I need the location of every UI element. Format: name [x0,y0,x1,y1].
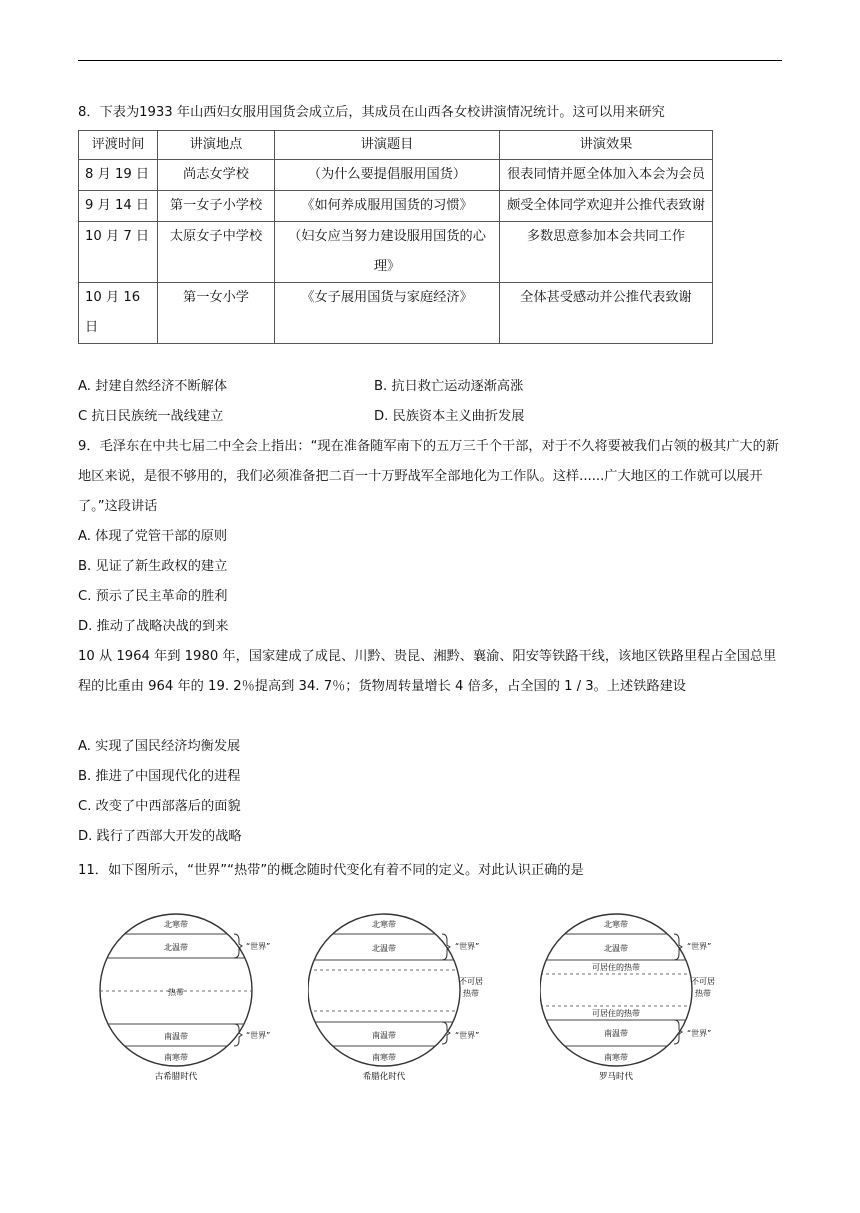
zone-label: 南寒带 [164,1053,188,1062]
zone-label: 北温带 [372,944,396,953]
side-label: 热带 [695,989,711,998]
side-label: “世界” [455,1031,480,1040]
cell: 10 月 7 日 [79,222,158,283]
cell: 尚志女学校 [158,160,275,191]
cell: （妇女应当努力建设服用国货的心理》 [275,222,500,283]
cell: 很表同情并愿全体加入本会为会员 [500,160,713,191]
diagram-caption: 罗马时代 [598,1072,634,1082]
zone-label: 北寒带 [604,920,628,929]
zone-label: 南温带 [604,1029,628,1038]
table-row [79,191,713,222]
zone-label: 南温带 [164,1032,188,1041]
cell: 《如何养成服用国货的习惯》 [275,191,500,222]
q10-option-a[interactable]: A. 实现了国民经济均衡发展 [78,739,241,754]
cell: 太原女子中学校 [158,222,275,283]
question-8-stem: 8．下表为1933 年山西妇女服用国货会成立后，其成员在山西各女校讲演情况统计。这可以用来研究 [78,105,665,120]
cell: （为什么要提倡服用国货） [275,160,500,191]
cell: 9 月 14 日 [79,191,158,222]
col-effect: 讲演效果 [500,131,713,160]
zone-label: 南寒带 [372,1053,396,1062]
q8-option-b[interactable]: B. 抗日救亡运动逐渐高涨 [374,379,524,394]
side-label: “世界” [455,942,480,951]
side-label: “世界” [687,1029,712,1038]
table-row [79,222,713,283]
cell: 颇受全体同学欢迎并公推代表致谢 [500,191,713,222]
q9-option-a[interactable]: A. 体现了党管干部的原则 [78,529,228,544]
question-9-stem: 9．毛泽东在中共七届二中全会上指出：“现在准备随军南下的五万三千个干部，对于不久将要被我们占领的极其广大的新地区来说，是很不够用的，我们必须准备把二百一十万野战军全部地化为工作队。这样......广大地区的工作就可以展开了。”这段讲话 [78,439,779,514]
question-8-table [78,130,713,344]
cell: 《女子展用国货与家庭经济》 [275,283,500,344]
side-label: 不可居 [459,977,483,986]
question-11-stem: 11．如下图所示，“世界”“热带”的概念随时代变化有着不同的定义。对此认识正确的是 [78,863,584,878]
diagram-roman [540,912,750,1082]
side-label: “世界” [246,942,271,951]
zone-label: 可居住的热带 [592,1009,640,1018]
cell: 多数思意参加本会共同工作 [500,222,713,283]
zone-label: 可居住的热带 [592,963,640,972]
cell: 第一女子小学校 [158,191,275,222]
diagram-caption: 希腊化时代 [362,1072,406,1082]
col-topic: 讲演题目 [275,131,500,160]
q9-option-c[interactable]: C. 预示了民主革命的胜利 [78,589,228,604]
question-10-stem: 10 从 1964 年到 1980 年，国家建成了成昆、川黔、贵昆、湘黔、襄渝、阳安等铁路干线，该地区铁路里程占全国总里程的比重由 964 年的 19. 2％提高到 34. 7％；货物周转量增长 4 倍多，占全国的 1 / 3。上述铁路建设 [78,649,777,694]
q10-option-c[interactable]: C. 改变了中西部落后的面貌 [78,799,241,814]
diagram-ancient-greece [88,912,288,1082]
q10-option-d[interactable]: D. 践行了西部大开发的战略 [78,829,242,844]
diagram-caption: 古希腊时代 [154,1072,198,1082]
zone-label: 北寒带 [372,920,396,929]
side-label: 不可居 [691,977,715,986]
side-label: 热带 [463,989,479,998]
cell: 全体甚受感动并公推代表致谢 [500,283,713,344]
col-place: 讲演地点 [158,131,275,160]
zone-label: 南温带 [372,1031,396,1040]
cell: 10 月 16 日 [79,283,158,344]
diagram-hellenistic [308,912,518,1082]
q9-option-d[interactable]: D. 推动了战略决战的到来 [78,619,229,634]
side-label: “世界” [246,1031,271,1040]
q8-option-d[interactable]: D. 民族资本主义曲折发展 [374,409,525,424]
table-row [79,160,713,191]
header-rule [78,60,782,61]
zone-label: 北温带 [604,944,628,953]
cell: 第一女小学 [158,283,275,344]
table-row [79,283,713,344]
side-label: “世界” [687,942,712,951]
q9-option-b[interactable]: B. 见证了新生政权的建立 [78,559,228,574]
q8-option-c[interactable]: C 抗日民族统一战线建立 [78,409,224,424]
zone-label: 北温带 [164,943,188,952]
q8-option-a[interactable]: A. 封建自然经济不断解体 [78,379,228,394]
zone-label: 南寒带 [604,1053,628,1062]
zone-label: 热带 [168,988,184,997]
zone-label: 北寒带 [164,920,188,929]
cell: 8 月 19 日 [79,160,158,191]
table-header-row [79,131,713,160]
q10-option-b[interactable]: B. 推进了中国现代化的进程 [78,769,241,784]
col-time: 评渡时间 [79,131,158,160]
